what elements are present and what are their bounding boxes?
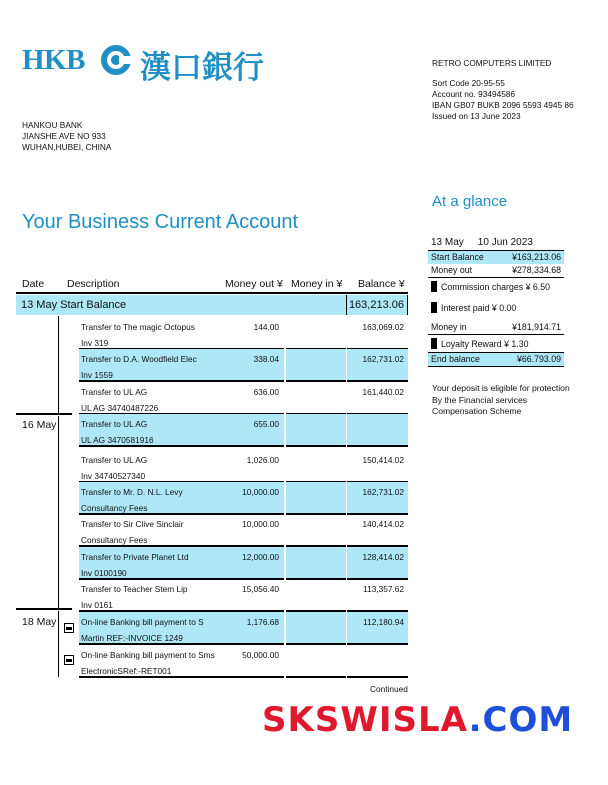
row-money-out: 50,000.00 [242, 650, 279, 660]
row-description-line1: Transfer to UL AG [81, 419, 148, 429]
protection-line3: Compensation Scheme [432, 406, 522, 416]
date-label-18-may: 18 May [22, 616, 57, 628]
glance-start-label: Start Balance [431, 252, 484, 262]
row-money-in-cell [286, 349, 346, 380]
bullet-icon [431, 338, 437, 349]
issue-date: Issued on 13 June 2023 [432, 111, 521, 121]
row-divider [347, 445, 408, 447]
date-group-divider [16, 413, 72, 415]
row-divider [347, 676, 408, 678]
account-details [432, 78, 574, 122]
row-balance-cell [347, 645, 408, 676]
watermark-part1: SKSWISLA [262, 700, 469, 740]
row-money-out: 1,176.68 [246, 617, 279, 627]
row-description-line1: Transfer to Private Planet Ltd [81, 552, 189, 562]
row-money-in-cell [286, 612, 346, 643]
glance-start-row [428, 251, 564, 264]
glance-in-label: Money in [431, 322, 467, 332]
row-balance-cell [347, 414, 408, 445]
row-money-in-cell [286, 450, 346, 481]
row-balance: 162,731.02 [362, 354, 404, 364]
row-description-line1: Transfer to Mr. D. N.L. Levy [81, 487, 183, 497]
date-group-divider [16, 608, 72, 610]
row-money-in-cell [286, 382, 346, 413]
protection-note [432, 383, 570, 418]
bank-address-line1: JIANSHE AVE NO 933 [22, 131, 106, 141]
date-column-rule [58, 416, 59, 608]
glance-in-row [428, 320, 564, 335]
glance-loyalty: Loyalty Reward ¥ 1.30 [441, 338, 529, 349]
row-description-line1: Transfer to Teacher Stem Lip [81, 584, 188, 594]
row-description-line1: Transfer to Sir Clive Sinclair [81, 519, 184, 529]
row-money-out: 10,000.00 [242, 487, 279, 497]
row-balance: 128,414.02 [362, 552, 404, 562]
row-description-line2: Inv 34740527340 [81, 471, 146, 481]
row-description-line1: Transfer to The magic Octopus [81, 322, 195, 332]
row-money-in-cell [286, 645, 346, 676]
checkbox-icon [64, 655, 74, 665]
glance-interest: Interest paid ¥ 0.00 [441, 302, 517, 313]
glance-start-value: ¥163,213.06 [512, 252, 561, 262]
col-header-balance: Balance ¥ [358, 278, 405, 290]
glance-date-from: 13 May [431, 237, 464, 248]
row-description-line2: Inv 1559 [81, 370, 113, 380]
start-balance-label: 13 May Start Balance [21, 299, 127, 311]
row-divider [79, 676, 284, 678]
watermark [262, 700, 573, 740]
header-divider [16, 292, 408, 294]
row-description-line1: Transfer to UL AG [81, 387, 148, 397]
row-money-out: 10,000.00 [242, 519, 279, 529]
account-number: Account no. 93494586 [432, 89, 516, 99]
date-label-16-may: 16 May [22, 419, 57, 431]
glance-out-value: ¥278,334.68 [512, 265, 561, 275]
bullet-icon [431, 281, 437, 292]
row-balance-cell [347, 349, 408, 380]
row-money-out: 12,000.00 [242, 552, 279, 562]
row-money-in-cell [286, 317, 346, 348]
row-money-in-cell [286, 482, 346, 513]
row-balance: 163,069.02 [362, 322, 404, 332]
row-description-line1: Transfer to D.A. Woodfield Elec [81, 354, 197, 364]
row-description-line2: Inv 0100190 [81, 568, 127, 578]
row-description-line2: Inv 0161 [81, 600, 113, 610]
row-balance: 113,357.62 [363, 584, 404, 594]
row-money-in-cell [286, 547, 346, 578]
glance-in-value: ¥181,914.71 [512, 322, 561, 332]
row-description-line1: On-line Banking bill payment to S [81, 617, 204, 627]
row-divider [79, 445, 284, 447]
row-money-in-cell [286, 579, 346, 610]
glance-title: At a glance [432, 193, 508, 210]
row-money-out: 1,026.00 [246, 455, 279, 465]
glance-commission-row [428, 278, 564, 295]
glance-period [428, 236, 564, 251]
checkbox-icon [64, 623, 74, 633]
row-balance-cell [347, 317, 408, 348]
company-name: RETRO COMPUTERS LIMITED [432, 58, 552, 68]
continued-note: Continued [370, 684, 408, 694]
row-balance-cell [347, 579, 408, 610]
bank-address-line2: WUHAN,HUBEI, CHINA [22, 142, 112, 152]
col-header-date: Date [22, 278, 45, 290]
start-balance-value: 163,213.06 [348, 299, 404, 311]
glance-interest-row [428, 299, 564, 316]
col-header-money-out: Money out ¥ [225, 278, 283, 290]
row-description-line2: Martin REF:-INVOICE 1249 [81, 633, 183, 643]
row-divider [286, 676, 346, 678]
row-description-line2: ElectronicSRef:-RET001 [81, 666, 172, 676]
row-money-in-cell [286, 514, 346, 545]
row-description-line2: UL AG 3470581916 [81, 435, 154, 445]
row-description-line2: Inv 319 [81, 338, 109, 348]
row-description-line1: Transfer to UL AG [81, 455, 148, 465]
protection-line1: Your deposit is eligible for protection [432, 383, 570, 393]
row-balance-cell [347, 482, 408, 513]
iban: IBAN GB07 BUKB 2096 5593 4945 86 [432, 100, 574, 110]
row-balance: 150,414.02 [362, 455, 404, 465]
row-balance: 140,414.02 [362, 519, 404, 529]
glance-end-value: ¥66.793.09 [516, 354, 561, 364]
row-balance-cell [347, 612, 408, 643]
row-money-out: 15,056.40 [242, 584, 279, 594]
glance-out-row [428, 264, 564, 278]
date-column-rule [58, 611, 59, 677]
glance-loyalty-row [428, 335, 564, 353]
glance-end-row [428, 353, 564, 367]
row-balance-cell [347, 514, 408, 545]
bank-name-chinese: 漢口銀行 [140, 50, 264, 86]
row-money-out: 655.00 [253, 419, 279, 429]
col-header-money-in: Money in ¥ [291, 278, 343, 290]
row-money-out: 636.00 [253, 387, 279, 397]
glance-end-label: End balance [431, 354, 480, 364]
bank-name: HANKOU BANK [22, 120, 83, 130]
row-money-out: 338.04 [253, 354, 279, 364]
glance-out-label: Money out [431, 265, 473, 275]
protection-line2: By the Financial services [432, 394, 528, 405]
row-description-line2: Consultancy Fees [81, 535, 148, 545]
bank-logo-icon [100, 44, 132, 76]
date-column-rule [58, 316, 59, 415]
hkb-logo-text: HKB [22, 44, 85, 76]
watermark-part2: .COM [468, 700, 574, 740]
row-balance: 112,180.94 [363, 617, 404, 627]
row-balance-cell [347, 547, 408, 578]
glance-commission: Commission charges ¥ 6.50 [441, 281, 551, 292]
glance-panel [428, 236, 564, 367]
row-money-in-cell [286, 414, 346, 445]
glance-date-to: 10 Jun 2023 [477, 237, 533, 248]
row-money-out: 144.00 [253, 322, 279, 332]
row-balance-cell [347, 450, 408, 481]
row-description-line2: UL AG 34740487226 [81, 403, 159, 413]
bank-address [22, 120, 111, 153]
start-balance-row [16, 295, 408, 315]
col-header-description: Description [67, 278, 120, 290]
row-balance: 161,440.02 [362, 387, 404, 397]
row-description-line1: On-line Banking bill payment to Sms [81, 650, 215, 660]
sort-code: Sort Code 20-95-55 [432, 78, 505, 88]
row-balance: 162,731.02 [362, 487, 404, 497]
row-balance-cell [347, 382, 408, 413]
page-title: Your Business Current Account [22, 211, 299, 233]
row-description-line2: Consultancy Fees [81, 503, 148, 513]
start-balance-cell [346, 295, 408, 315]
bullet-icon [431, 302, 437, 313]
row-divider [286, 445, 346, 447]
